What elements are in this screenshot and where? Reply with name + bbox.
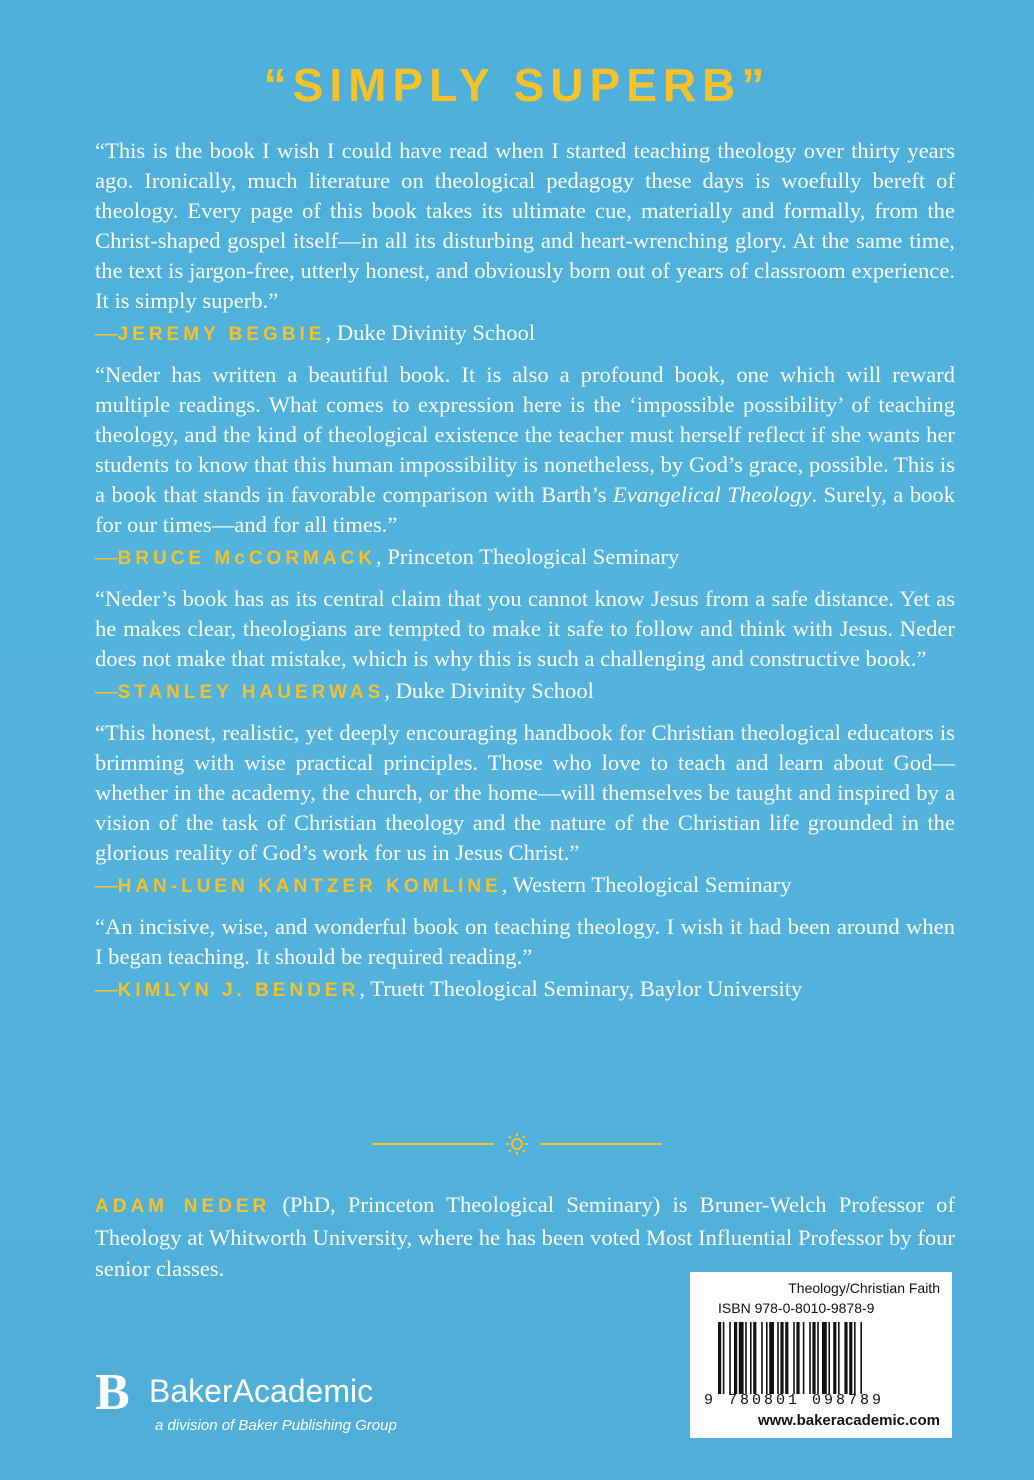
endorsement xyxy=(95,584,955,708)
endorser-affiliation: , Duke Divinity School xyxy=(325,320,536,345)
barcode-bar xyxy=(860,1322,862,1394)
publisher-logo xyxy=(95,1365,455,1445)
barcode-bar xyxy=(812,1322,815,1394)
barcode-bar xyxy=(833,1322,836,1394)
endorser-affiliation: , Western Theological Seminary xyxy=(501,872,792,897)
book-category: Theology/Christian Faith xyxy=(788,1280,940,1296)
author-bio-text: (PhD, Princeton Theological Seminary) is Bruner-Welch Professor of Theology at Whitworth University, where he has been voted Most Influential Professor by four senior classes. xyxy=(95,1192,956,1281)
barcode-bar xyxy=(766,1322,768,1394)
endorsement-text-part: “Neder has written a beautiful book. It is also a profound book, one which will reward multiple readings. What comes to expression here is the ‘impossible possibility’ of teaching theology, and the kind of theological existence the teacher must herself reflect if she wants her students to know that this human impossibility is nonetheless, by God’s grace, possible. This is a book that stands in favorable comparison with Barth’s xyxy=(95,362,955,507)
endorsement-attribution xyxy=(95,676,955,708)
endorser-name: BRUCE McCORMACK xyxy=(117,548,377,569)
endorsement xyxy=(95,718,955,902)
endorser-affiliation: , Truett Theological Seminary, Baylor University xyxy=(359,976,803,1001)
barcode-bar xyxy=(854,1322,856,1394)
barcode-bar xyxy=(745,1322,747,1394)
book-title-reference: Evangelical Theology xyxy=(612,482,812,507)
endorsement-text: “This is the book I wish I could have read when I started teaching theology over thirty years ago. Ironically, much literature on theological pedagogy these days is woefully bereft of theology. Every page of this book takes its ultimate cue, materially and formally, from the Christ-shaped gospel itself—in all its disturbing and heart-wrenching glory. At the same time, the text is jargon-free, utterly honest, and obviously born out of years of classroom experience. It is simply superb.” xyxy=(95,138,955,313)
divider-line-right xyxy=(540,1143,662,1145)
endorsement-attribution xyxy=(95,974,955,1006)
barcode-bar xyxy=(793,1322,795,1394)
barcode-bar xyxy=(769,1322,774,1394)
endorsement-text-part: . Surely, a book for our times—and for all times.” xyxy=(95,482,956,537)
headline: “SIMPLY SUPERB” xyxy=(263,59,771,111)
endorser-name: STANLEY HAUERWAS xyxy=(117,682,385,703)
barcode xyxy=(718,1322,940,1394)
barcode-bar xyxy=(809,1322,811,1394)
endorser-name: HAN-LUEN KANTZER KOMLINE xyxy=(117,876,502,897)
barcode-bar xyxy=(729,1322,731,1394)
endorsement-attribution xyxy=(95,542,955,574)
barcode-bar xyxy=(796,1322,799,1394)
barcode-bar xyxy=(838,1322,840,1394)
barcode-bar xyxy=(803,1322,805,1394)
barcode-bar xyxy=(723,1322,725,1394)
publisher-division: a division of Baker Publishing Group xyxy=(155,1417,397,1434)
barcode-bar xyxy=(822,1322,827,1394)
publisher-url: www.bakeracademic.com xyxy=(757,1412,940,1429)
endorsement xyxy=(95,360,955,574)
endorsement-text xyxy=(95,360,955,540)
author-name: ADAM NEDER xyxy=(95,1196,271,1217)
barcode-bar xyxy=(844,1322,847,1394)
attribution-dash: — xyxy=(95,678,118,703)
barcode-bar xyxy=(785,1322,788,1394)
barcode-bar xyxy=(761,1322,763,1394)
endorser-affiliation: , Princeton Theological Seminary xyxy=(376,544,680,569)
publisher-mark: B xyxy=(95,1364,130,1421)
endorsement xyxy=(95,912,955,1006)
barcode-bar xyxy=(734,1322,737,1394)
endorsement-text: “An incisive, wise, and wonderful book on teaching theology. I wish it had been around when I began teaching. It should be required reading.” xyxy=(95,914,955,969)
barcode-bar xyxy=(828,1322,830,1394)
barcode-bar xyxy=(718,1322,721,1394)
attribution-dash: — xyxy=(95,320,118,345)
endorsement-attribution xyxy=(95,870,955,902)
barcode-bar xyxy=(753,1322,756,1394)
endorser-affiliation: , Duke Divinity School xyxy=(384,678,594,703)
divider-ornament xyxy=(372,1132,662,1156)
sun-ornament-icon xyxy=(505,1132,529,1156)
divider-line-left xyxy=(372,1143,494,1145)
endorser-name: KIMLYN J. BENDER xyxy=(117,980,360,1001)
attribution-dash: — xyxy=(95,544,118,569)
barcode-bar xyxy=(777,1322,779,1394)
attribution-dash: — xyxy=(95,872,118,897)
endorsement-text: “Neder’s book has as its central claim that you cannot know Jesus from a safe distance. Yet as he makes clear, theologians are tempted to make it safe to follow and think with Jesus. Neder does not make that mistake, which is why this is such a challenging and constructive book.” xyxy=(95,586,955,671)
barcode-bar xyxy=(739,1322,744,1394)
endorsement-text: “This honest, realistic, yet deeply encouraging handbook for Christian theological educators is brimming with wise practical principles. Those who love to teach and learn about God—whether in the academy, the church, or the home—will themselves be taught and inspired by a vision of the task of Christian theology and the nature of the Christian life grounded in the glorious reality of God’s work for us in Jesus Christ.” xyxy=(95,720,955,865)
attribution-dash: — xyxy=(95,976,118,1001)
barcode-bar xyxy=(750,1322,752,1394)
barcode-bar xyxy=(780,1322,783,1394)
endorsement-attribution xyxy=(95,318,955,350)
barcode-digits: 9 780801 098789 xyxy=(704,1392,885,1409)
barcode-bar xyxy=(849,1322,852,1394)
isbn-label: ISBN 978-0-8010-9878-9 xyxy=(718,1300,875,1316)
author-bio xyxy=(95,1189,955,1284)
endorsements xyxy=(95,136,955,1016)
barcode-panel xyxy=(690,1272,952,1438)
publisher-name: BakerAcademic xyxy=(149,1373,374,1409)
endorsement xyxy=(95,136,955,350)
barcode-bar xyxy=(817,1322,819,1394)
endorser-name: JEREMY BEGBIE xyxy=(117,324,326,345)
